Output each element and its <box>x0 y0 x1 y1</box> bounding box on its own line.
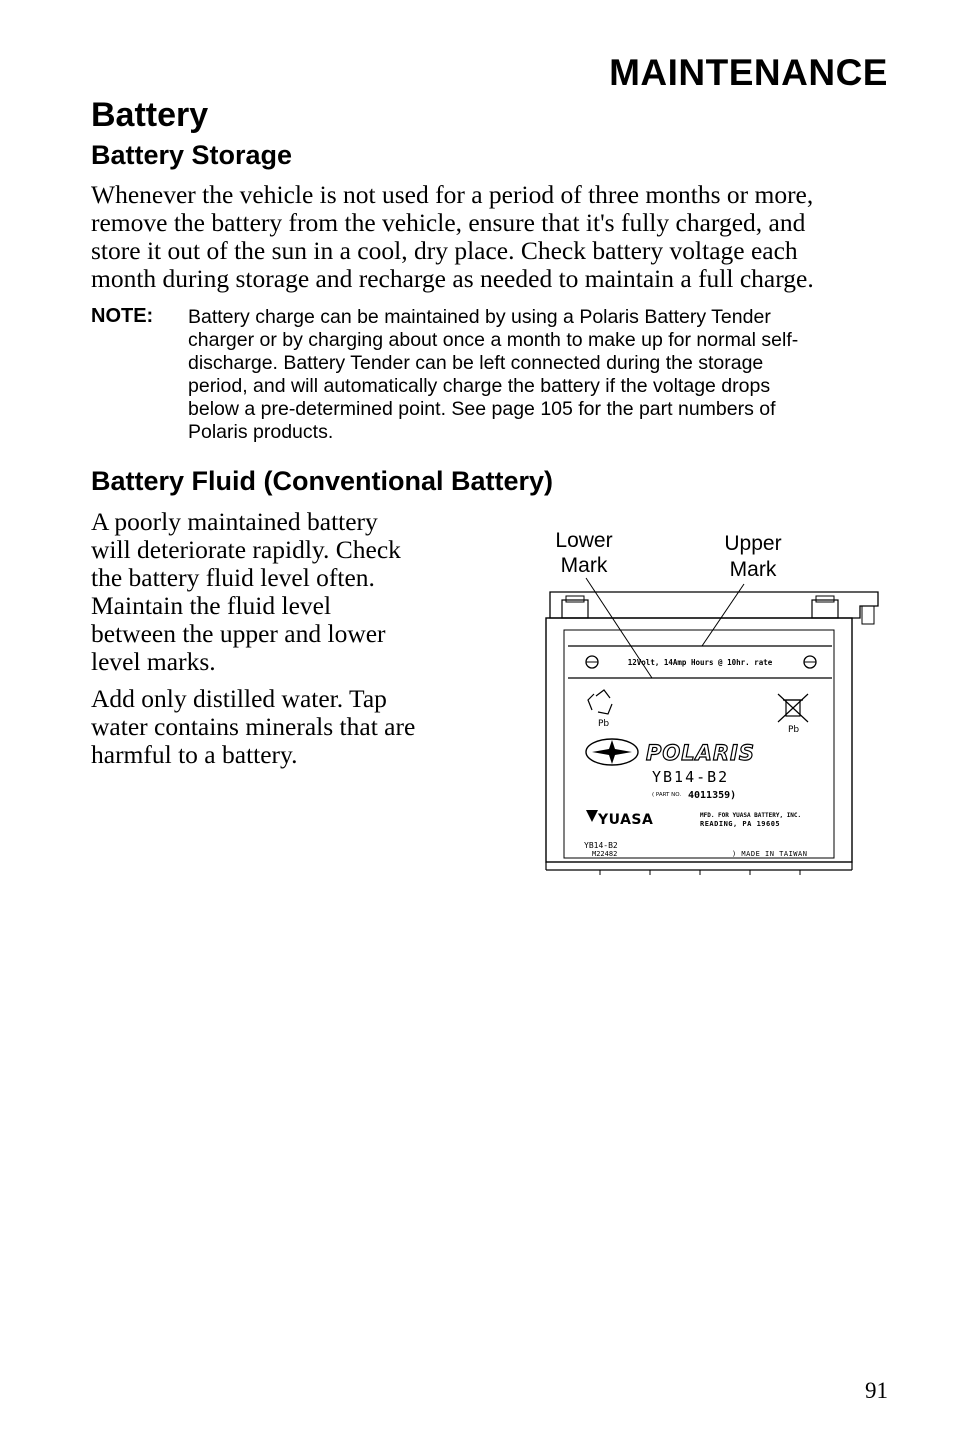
made-in-text: ) MADE IN TAIWAN <box>732 850 808 858</box>
lower-mark-label: Mark <box>560 554 608 577</box>
text-line: Add only distilled water. Tap <box>91 684 387 713</box>
part-number: 4011359) <box>688 790 737 801</box>
text-line: water contains minerals that are <box>91 712 416 741</box>
text-line: month during storage and recharge as needed to maintain a full charge. <box>91 264 814 293</box>
battery-storage-paragraph <box>91 181 891 293</box>
battery-storage-heading: Battery Storage <box>91 140 293 170</box>
model-number: YB14-B2 <box>652 768 730 786</box>
text-line: below a pre-determined point. See page 105 for the part numbers of <box>188 398 776 420</box>
recycle-icon <box>588 690 612 714</box>
yuasa-emblem-icon <box>586 810 598 822</box>
text-line: remove the battery from the vehicle, ensure that it's fully charged, and <box>91 208 806 237</box>
text-line: Battery charge can be maintained by using a Polaris Battery Tender <box>188 306 771 328</box>
maker-line1: MFD. FOR YUASA BATTERY, INC. <box>700 812 802 819</box>
text-line: discharge. Battery Tender can be left connected during the storage <box>188 352 764 374</box>
battery-illustration <box>540 520 890 880</box>
page-number: 91 <box>865 1378 888 1403</box>
note-text <box>188 306 898 444</box>
terminal-left <box>562 600 588 618</box>
text-line: level marks. <box>91 647 216 676</box>
pb-left: Pb <box>598 719 610 729</box>
code-line1: YB14-B2 <box>584 841 618 850</box>
upper-mark-leader <box>702 584 744 646</box>
text-line: Maintain the fluid level <box>91 591 332 620</box>
note-label: NOTE: <box>91 305 154 327</box>
terminal-right <box>812 600 838 618</box>
rating-text: 12Volt, 14Amp Hours @ 10hr. rate <box>627 658 773 667</box>
maker-logo: YUASA <box>598 812 654 828</box>
battery-fluid-heading: Battery Fluid (Conventional Battery) <box>91 466 554 496</box>
terminal-left-cap <box>566 596 584 602</box>
part-label: ( PART NO. <box>652 792 682 798</box>
brand-logo: POLARIS <box>646 741 755 765</box>
lower-mark-label: Lower <box>555 529 613 552</box>
upper-mark-label: Upper <box>724 532 782 555</box>
text-line: the battery fluid level often. <box>91 563 375 592</box>
section-header: MAINTENANCE <box>609 52 888 93</box>
battery-case <box>546 618 852 862</box>
battery-fluid-paragraph <box>91 508 461 676</box>
page-title: Battery <box>91 96 209 134</box>
code-line2: M22482 <box>592 850 618 858</box>
text-line: Polaris products. <box>188 421 334 443</box>
text-line: harmful to a battery. <box>91 740 298 769</box>
case-feet <box>600 870 800 875</box>
terminal-right-cap <box>816 596 834 602</box>
pb-right: Pb <box>788 725 800 735</box>
text-line: period, and will automatically charge the battery if the voltage drops <box>188 375 771 397</box>
distilled-water-paragraph <box>91 685 461 769</box>
text-line: A poorly maintained battery <box>91 507 378 536</box>
text-line: charger or by charging about once a month to make up for normal self- <box>188 329 799 351</box>
maker-line2: READING, PA 19605 <box>700 820 781 828</box>
text-line: Whenever the vehicle is not used for a period of three months or more, <box>91 180 814 209</box>
no-dispose-icon <box>778 694 808 722</box>
vent-tab <box>862 606 874 624</box>
polaris-star-icon <box>586 739 638 765</box>
text-line: between the upper and lower <box>91 619 386 648</box>
upper-mark-label: Mark <box>729 558 777 581</box>
text-line: will deteriorate rapidly. Check <box>91 535 401 564</box>
text-line: store it out of the sun in a cool, dry place. Check battery voltage each <box>91 236 798 265</box>
